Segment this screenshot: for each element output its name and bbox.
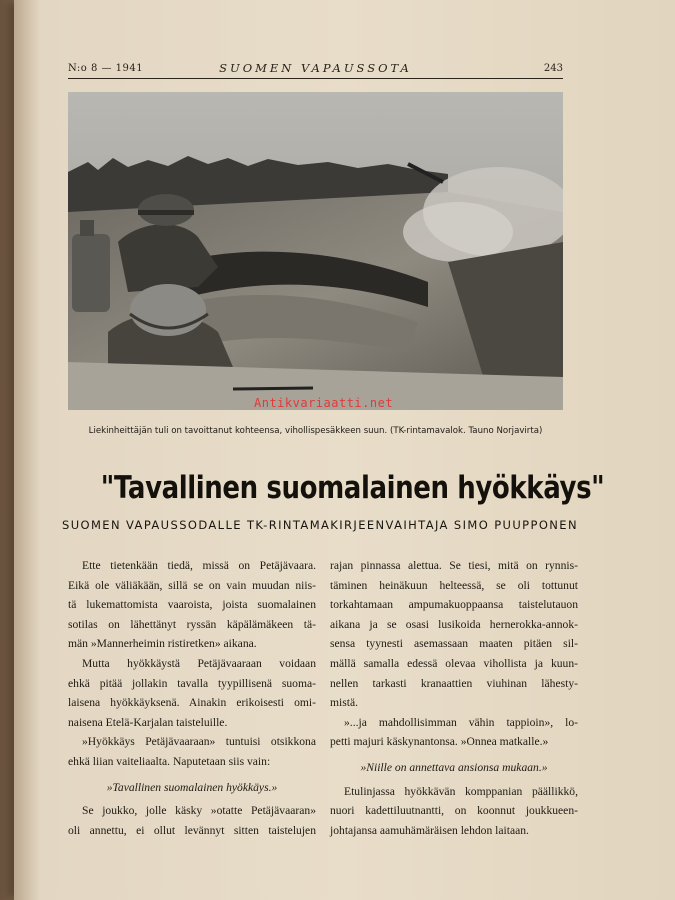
text-line: Se joukko, jolle käsky »otatte Petäjävaaran» bbox=[82, 804, 316, 818]
photo-illustration bbox=[68, 92, 563, 410]
text-line: johtajansa aamuhämäräisen lehdon laitaan. bbox=[330, 823, 529, 837]
text-line: aikana ja se osasi lusikoida hernerokka-annok- bbox=[330, 617, 578, 631]
watermark-text: Antikvariaatti.net bbox=[254, 396, 394, 410]
page-number: 243 bbox=[543, 63, 563, 74]
article-headline: "Tavallinen suomalainen hyökkäys" bbox=[100, 470, 605, 506]
text-line: nuori kadettiluutnantti, on koonnut joukkueen- bbox=[330, 804, 578, 818]
issue-label: N:o 8 — 1941 bbox=[68, 63, 144, 74]
text-line: petti majuri käskynantonsa. »Onnea matkalle.» bbox=[330, 735, 549, 749]
text-line: torkahtamaan ampumakuoppaansa taistelutauon bbox=[330, 598, 578, 612]
text-line: sotilas on lähettänyt ryssän käpälämäkeen tä- bbox=[68, 617, 316, 631]
text-line: ehkä pitää jollakin tavalla tyypillisenä suoma- bbox=[68, 676, 316, 690]
text-line: Etulinjassa hyökkävän komppanian päällikkö, bbox=[344, 784, 578, 798]
text-line: män »Mannerheimin ristiretken» aikana. bbox=[68, 637, 257, 651]
text-line: Mutta hyökkäystä Petäjävaaraan voidaan bbox=[82, 656, 316, 670]
running-header bbox=[68, 60, 563, 79]
section-subheading: »Tavallinen suomalainen hyökkäys.» bbox=[106, 780, 278, 794]
section-subheading: »Niille on annettava ansionsa mukaan.» bbox=[360, 760, 548, 774]
text-line: »...ja mahdollisimman vähin tappioin», lo- bbox=[344, 715, 578, 729]
article-byline: SUOMEN VAPAUSSODALLE TK-RINTAMAKIRJEENVAIHTAJA SIMO PUUPPONEN bbox=[62, 518, 578, 532]
text-line: »Hyökkäys Petäjävaaraan» tuntuisi otsikkona bbox=[82, 735, 316, 749]
text-line: täminen heinäkuun helteessä, se oli tottunut bbox=[330, 578, 578, 592]
photo-caption: Liekinheittäjän tuli on tavoittanut kohteensa, vihollispesäkkeen suun. (TK-rintamavalok. Tauno Norjavirta) bbox=[88, 426, 543, 436]
text-line: oli annettu, ei ollut levännyt sitten taistelujen bbox=[68, 823, 316, 837]
text-line: tä lukemattomista vaaroista, joista suomalainen bbox=[68, 598, 316, 612]
text-line: Eikä ole väliäkään, sillä se on vain muudan niis- bbox=[68, 578, 316, 592]
text-line: mistä. bbox=[330, 696, 359, 710]
text-line: naisena Etelä-Karjalan taisteluille. bbox=[68, 715, 228, 729]
text-line: laisena hyökkäyksenä. Ainakin erikoisesti omi- bbox=[68, 696, 316, 710]
text-line: nellen tarkasti kranaattien viuhinan lähesty- bbox=[330, 676, 578, 690]
text-line: rajan pinnassa alettua. Se tiesi, mitä on rynnis- bbox=[330, 559, 578, 572]
text-line: Ette tietenkään tiedä, missä on Petäjävaara. bbox=[82, 559, 316, 572]
text-line: sensa tyynesti asemassaan maaten pitäen sil- bbox=[330, 637, 578, 651]
left-text-column bbox=[68, 556, 316, 840]
war-photograph bbox=[68, 92, 563, 410]
right-text-column bbox=[330, 556, 578, 840]
text-line: ehkä liian vaiteliaalta. Naputetaan siis vain: bbox=[68, 754, 271, 768]
magazine-title: SUOMEN VAPAUSSOTA bbox=[219, 61, 412, 75]
text-line: mällä samalla edessä olevaa vihollista ja kuun- bbox=[330, 656, 578, 670]
